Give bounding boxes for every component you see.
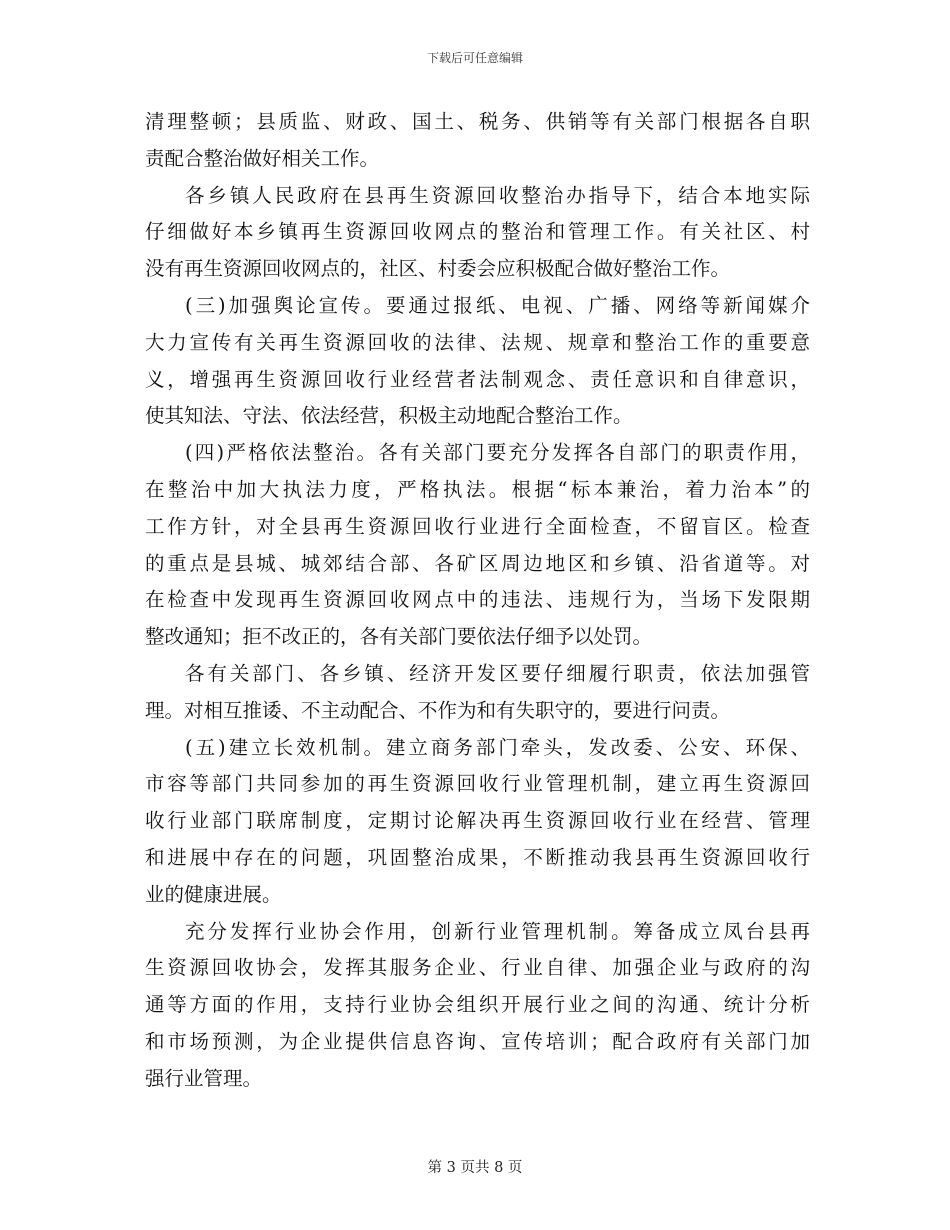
text-line: 义，增强再生资源回收行业经营者法制观念、责任意识和自律意识， <box>145 367 810 391</box>
text-line: 清理整顿；县质监、财政、国土、税务、供销等有关部门根据各自职 <box>145 110 810 133</box>
text-line: 各有关部门、各乡镇、经济开发区要仔细履行职责，依法加强管 <box>185 661 810 685</box>
text-line: 的重点是县城、城郊结合部、各矿区周边地区和乡镇、沿省道等。对 <box>145 551 810 575</box>
text-line: 充分发挥行业协会作用，创新行业管理机制。筹备成立凤台县再 <box>185 919 810 943</box>
text-line: 和市场预测，为企业提供信息咨询、宣传培训；配合政府有关部门加 <box>145 1029 810 1053</box>
document-body <box>145 104 810 1098</box>
text-line: 大力宣传有关再生资源回收的法律、法规、规章和整治工作的重要意 <box>145 330 810 354</box>
page-header: 下载后可任意编辑 <box>426 51 523 65</box>
text-line: 收行业部门联席制度，定期讨论解决再生资源回收行业在经营、管理 <box>145 809 810 833</box>
text-line: 通等方面的作用，支持行业协会组织开展行业之间的沟通、统计分析 <box>145 993 810 1017</box>
text-line: 业的健康进展。 <box>145 882 282 906</box>
page-number: 第 3 页共 8 页 <box>427 1160 523 1176</box>
text-line: 整改通知；拒不改正的，各有关部门要依法仔细予以处罚。 <box>145 625 653 649</box>
text-line: 在整治中加大执法力度，严格执法。根据“标本兼治，着力治本”的 <box>145 477 810 501</box>
text-line: 强行业管理。 <box>145 1066 263 1090</box>
text-line: 在检查中发现再生资源回收网点中的违法、违规行为，当场下发限期 <box>145 588 810 612</box>
text-line: 责配合整治做好相关工作。 <box>145 146 380 170</box>
text-line: (三)加强舆论宣传。要通过报纸、电视、广播、网络等新闻媒介 <box>185 293 810 317</box>
text-line: 没有再生资源回收网点的，社区、村委会应积极配合做好整治工作。 <box>145 257 731 281</box>
text-line: (四)严格依法整治。各有关部门要充分发挥各自部门的职责作用， <box>185 441 810 465</box>
text-line: 生资源回收协会，发挥其服务企业、行业自律、加强企业与政府的沟 <box>145 956 810 980</box>
text-line: 使其知法、守法、依法经营，积极主动地配合整治工作。 <box>145 404 633 428</box>
text-line: (五)建立长效机制。建立商务部门牵头，发改委、公安、环保、 <box>185 735 810 759</box>
text-line: 市容等部门共同参加的再生资源回收行业管理机制，建立再生资源回 <box>145 772 810 796</box>
text-line: 仔细做好本乡镇再生资源回收网点的整治和管理工作。有关社区、村 <box>145 220 810 244</box>
text-line: 工作方针，对全县再生资源回收行业进行全面检查，不留盲区。检查 <box>145 514 810 538</box>
text-line: 各乡镇人民政府在县再生资源回收整治办指导下，结合本地实际 <box>185 183 810 207</box>
text-line: 理。对相互推诿、不主动配合、不作为和有失职守的，要进行问责。 <box>145 698 731 722</box>
text-line: 和进展中存在的问题，巩固整治成果，不断推动我县再生资源回收行 <box>145 845 810 869</box>
